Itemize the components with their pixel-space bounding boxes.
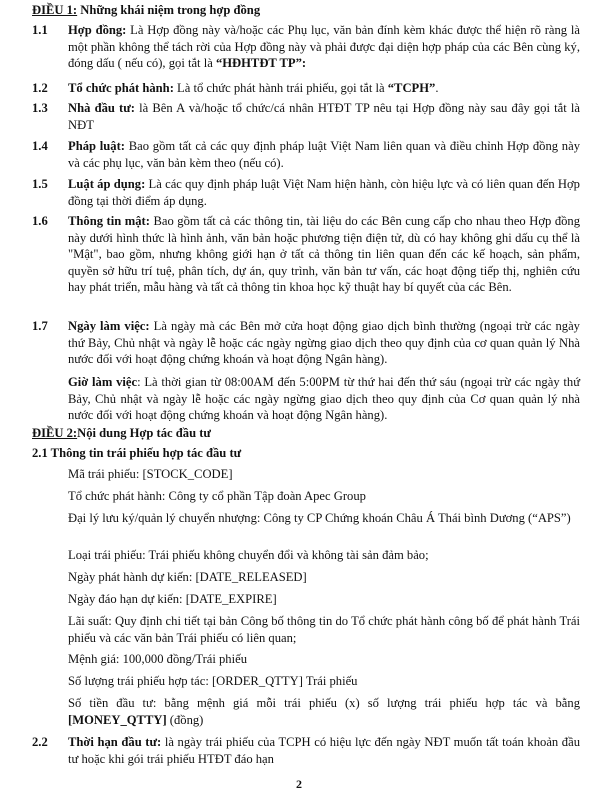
section-term: Thời hạn đầu tư: [68, 735, 162, 749]
definition-tail: : [301, 56, 307, 70]
definition-number: 1.5 [32, 177, 48, 191]
field-bond-quantity: Số lượng trái phiếu hợp tác: [ORDER_QTTY] Trái phiếu [68, 674, 358, 688]
amount-value: [MONEY_QTTY] [68, 712, 167, 727]
amount-text: Số tiền đầu tư: bằng mệnh giá mỗi trái phiếu (x) số lượng trái phiếu hợp tác và bằng [68, 696, 580, 710]
amount-tail: (đồng) [166, 712, 204, 727]
definition-term: Ngày làm việc: [68, 319, 150, 333]
field-issuer: Tổ chức phát hành: Công ty cổ phần Tập đoàn Apec Group [68, 489, 366, 503]
definition-tail: . [435, 81, 439, 95]
article-2-heading [32, 425, 211, 442]
definition-abbr: “TCPH” [387, 81, 436, 95]
definition-1-1 [32, 22, 580, 72]
field-bond-type: Loại trái phiếu: Trái phiếu không chuyển đổi và không tài sản đảm bảo; [68, 548, 429, 562]
definition-1-3 [32, 100, 580, 133]
definition-number: 1.1 [32, 23, 48, 37]
definition-number: 1.3 [32, 101, 48, 115]
field-investment-amount [68, 695, 580, 728]
definition-text: Bao gồm tất cả các quy định pháp luật Việt Nam liên quan và điều chỉnh Hợp đồng này và các phụ lục, văn bản kèm theo (nếu có). [68, 139, 580, 170]
section-number: 2.2 [32, 735, 48, 749]
definition-1-6 [32, 213, 580, 296]
page-number: 2 [296, 777, 302, 791]
definition-1-2 [32, 80, 580, 97]
definition-1-7 [32, 318, 580, 368]
definition-number: 1.7 [32, 319, 48, 333]
definition-1-5 [32, 176, 580, 209]
definition-abbr: “HĐHTĐT TP” [215, 56, 302, 70]
definition-term: Nhà đầu tư: [68, 101, 135, 115]
article-1-title: Những khái niệm trong hợp đồng [77, 3, 261, 17]
field-custody-agent: Đại lý lưu ký/quản lý chuyển nhượng: Công ty CP Chứng khoán Châu Á Thái bình Dương (“APS”) [68, 511, 571, 525]
article-1-label: ĐIỀU 1: [32, 3, 78, 17]
working-hours-paragraph [32, 374, 580, 424]
field-interest-rate: Lãi suất: Quy định chi tiết tại bản Công bố thông tin do Tổ chức phát hành công bố để phát hành Trái phiếu và các văn bản Trái phiếu có liên quan; [68, 614, 580, 645]
field-face-value: Mệnh giá: 100,000 đồng/Trái phiếu [68, 652, 247, 666]
section-text: là ngày trái phiếu của TCPH có hiệu lực đến ngày NĐT muốn tất toán khoản đầu tư hoặc khi gói trái phiếu HTĐT đáo hạn [68, 735, 580, 766]
definition-term: Hợp đồng: [68, 23, 127, 37]
article-1-heading [32, 2, 260, 19]
working-hours-text: : Là thời gian từ 08:00AM đến 5:00PM từ thứ hai đến thứ sáu (ngoại trừ các ngày thứ Bảy, Chủ nhật và ngày lễ hoặc các ngày ngừng giao dịch theo quy định của Cơ quan quản lý nhà nước đối với hoạt động chứng khoán và hoạt động Ngân hàng). [68, 375, 581, 422]
definition-text: là Bên A và/hoặc tổ chức/cá nhân HTĐT TP nêu tại Hợp đồng này sau đây gọi tắt là NĐT [68, 101, 580, 132]
definition-text: Là ngày mà các Bên mở cửa hoạt động giao dịch bình thường (ngoại trừ các ngày thứ Bảy, Chủ nhật và ngày lễ hoặc các ngày ngừng giao dịch theo quy định của cơ quan quản lý Nhà nước đối với hoạt động chứng khoán và hoạt động Ngân hàng). [68, 319, 580, 366]
definition-text: Bao gồm tất cả các thông tin, tài liệu do các Bên cung cấp cho nhau theo Hợp đồng này dưới hình thức là hình ảnh, văn bản hoặc phương tiện điện tử, dù có hay không ghi dấu cụ thể là "Mật", bao gồm, nhưng không giới hạn ở tất cả thông tin liên quan đến các kế hoạch, sản phẩm, quyền sở hữu trí tuệ, phân tích, dự án, quy trình, văn bản tư vấn, các hoạt động tiếp thị, nghiên cứu hay phát triển, mẫu hàng và tất cả thông tin khoa học kỹ thuật hay bí quyết của các Bên. [68, 214, 581, 294]
article-2-title: Nội dung Hợp tác đầu tư [77, 426, 211, 440]
definition-term: Pháp luật: [68, 139, 125, 153]
field-maturity-date: Ngày đáo hạn dự kiến: [DATE_EXPIRE] [68, 592, 277, 606]
working-hours-term: Giờ làm việc [68, 375, 138, 389]
definition-text: Là các quy định pháp luật Việt Nam hiện hành, còn hiệu lực và có liên quan đến Hợp đồng tại thời điểm áp dụng. [68, 177, 580, 208]
field-stock-code: Mã trái phiếu: [STOCK_CODE] [68, 467, 233, 481]
article-2-label: ĐIỀU 2: [32, 426, 78, 440]
definition-term: Tổ chức phát hành: [68, 81, 174, 95]
definition-term: Thông tin mật: [68, 214, 150, 228]
section-2-2 [32, 734, 580, 767]
definition-term: Luật áp dụng: [68, 177, 146, 191]
definition-text: Là Hợp đồng này và/hoặc các Phụ lục, văn bản đính kèm khác được thể hiện rõ ràng là một phần không thể tách rời của Hợp đồng này và phải được đại diện hợp pháp của các Bên cùng ký, đóng dấu ( nếu có), gọi tắt là [68, 23, 580, 70]
field-issue-date: Ngày phát hành dự kiến: [DATE_RELEASED] [68, 570, 307, 584]
section-2-1-heading: 2.1 Thông tin trái phiếu hợp tác đầu tư [32, 446, 242, 460]
definition-text: Là tổ chức phát hành trái phiếu, gọi tắt là [173, 81, 388, 95]
definition-number: 1.2 [32, 81, 48, 95]
definition-number: 1.4 [32, 139, 48, 153]
definition-1-4 [32, 138, 580, 171]
definition-number: 1.6 [32, 214, 48, 228]
